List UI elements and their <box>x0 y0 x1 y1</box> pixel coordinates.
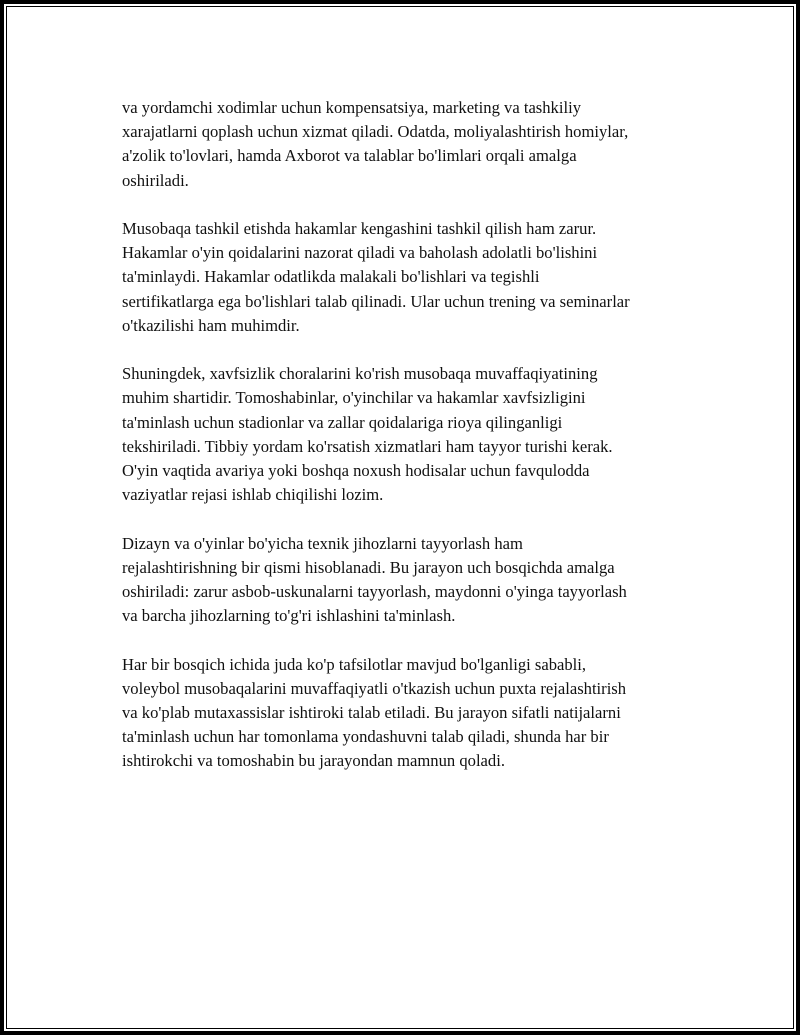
paragraph: Shuningdek, xavfsizlik choralarini ko'rish musobaqa muvaffaqiyatining muhim shartidir. Tomoshabinlar, o'yinchilar va hakamlar xavfsizligini ta'minlash uchun stadionlar va zallar qoidalariga rioya qilinganligi tekshiriladi. Tibbiy yordam ko'rsatish xizmatlari ham tayyor turishi kerak. O'yin vaqtida avariya yoki boshqa noxush hodisalar uchun favqulodda vaziyatlar rejasi ishlab chiqilishi lozim. <box>122 364 613 505</box>
paragraph: va yordamchi xodimlar uchun kompensatsiya, marketing va tashkiliy xarajatlarni qoplash uchun xizmat qiladi. Odatda, moliyalashtirish homiylar, a'zolik to'lovlari, hamda Axborot va talablar bo'limlari orqali amalga oshiriladi. <box>122 98 629 190</box>
paragraph: Dizayn va o'yinlar bo'yicha texnik jihozlarni tayyorlash ham rejalashtirishning bir qismi hisoblanadi. Bu jarayon uch bosqichda amalga oshiriladi: zarur asbob-uskunalarni tayyorlash, maydonni o'yinga tayyorlash va barcha jihozlarning to'g'ri ishlashini ta'minlash. <box>122 533 627 626</box>
paragraph: Har bir bosqich ichida juda ko'p tafsilotlar mavjud bo'lganligi sababli, voleybol musobaqalarini muvaffaqiyatli o'tkazish uchun puxta rejalashtirish va ko'plab mutaxassislar ishtiroki talab etiladi. Bu jarayon sifatli natijalarni ta'minlash uchun har tomonlama yondashuvni talab qiladi, shunda har bir ishtirokchi va tomoshabin bu jarayondan mamnun qoladi. <box>122 654 627 771</box>
paragraph: Musobaqa tashkil etishda hakamlar kengashini tashkil qilish ham zarur. Hakamlar o'yin qoidalarini nazorat qiladi va baholash adolatli bo'lishini ta'minlaydi. Hakamlar odatlikda malakali bo'lishlari va tegishli sertifikatlarga ega bo'lishlari talab qilinadi. Ular uchun trening va seminarlar o'tkazilishi ham muhimdir. <box>122 219 630 335</box>
document-body <box>122 96 692 798</box>
